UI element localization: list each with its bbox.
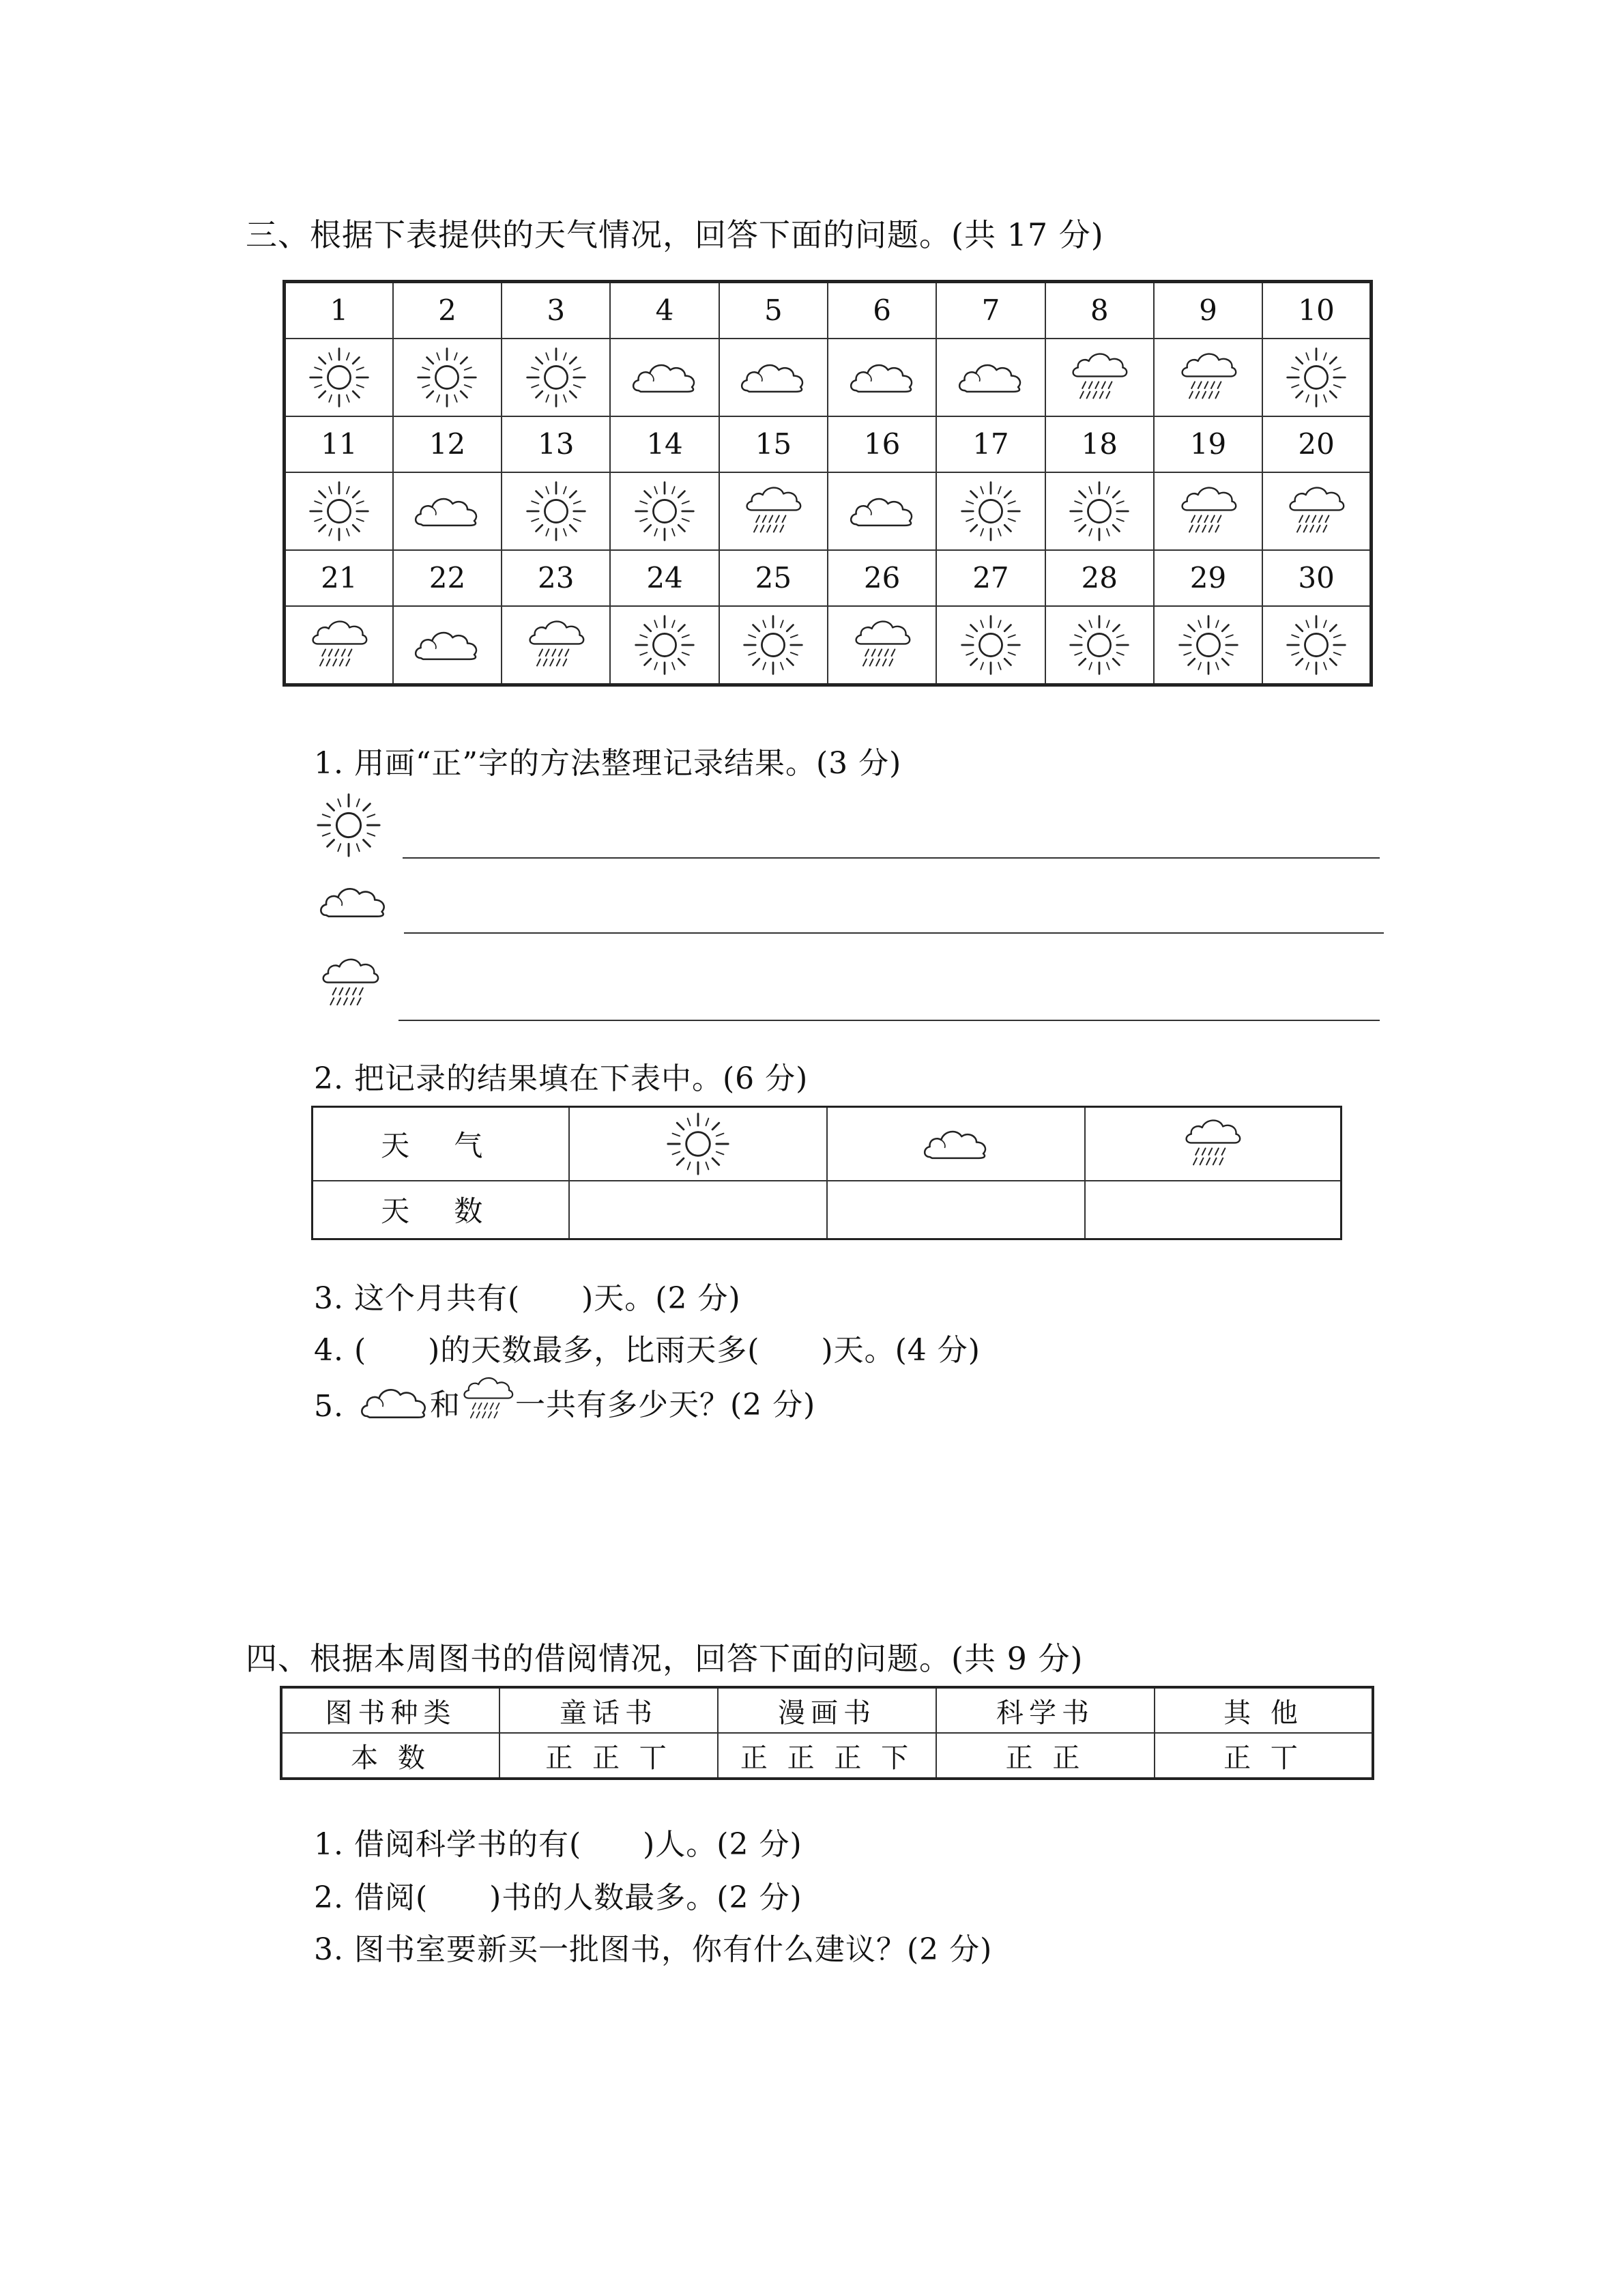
calendar-day-weather [1154, 472, 1262, 550]
count-table-sun [569, 1107, 827, 1181]
question-3-5-and: 和 [429, 1388, 461, 1422]
calendar-day-weather [285, 606, 393, 685]
sun-icon [1068, 614, 1131, 676]
rain-icon [526, 618, 586, 672]
count-table-row1-label: 天 气 [313, 1107, 569, 1181]
book-table-count-cell: 正 正 [936, 1733, 1155, 1779]
calendar-day-weather [936, 606, 1045, 685]
book-table-header-cell: 其 他 [1155, 1687, 1373, 1733]
sun-icon [525, 346, 588, 409]
calendar-day-number: 8 [1045, 282, 1154, 339]
cloud-icon [848, 357, 916, 398]
rain-icon [743, 484, 803, 539]
count-table-row2-label: 天 数 [313, 1181, 569, 1239]
calendar-day-weather [719, 472, 828, 550]
calendar-day-weather [936, 339, 1045, 416]
calendar-day-weather [393, 472, 502, 550]
calendar-day-weather [936, 472, 1045, 550]
rain-icon [1178, 484, 1238, 539]
calendar-day-number: 21 [285, 550, 393, 606]
sun-icon [525, 480, 588, 543]
sun-icon [959, 614, 1022, 676]
calendar-day-weather [1262, 606, 1371, 685]
book-table-count-cell: 正 正 丅 [499, 1733, 718, 1779]
calendar-day-number: 4 [610, 282, 719, 339]
calendar-day-number: 23 [502, 550, 610, 606]
sun-icon [742, 614, 804, 676]
book-table-header-cell: 童话书 [499, 1687, 718, 1733]
calendar-day-number: 2 [393, 282, 502, 339]
calendar-day-number: 5 [719, 282, 828, 339]
cloud-icon [922, 1123, 990, 1164]
weather-calendar [282, 280, 1373, 687]
calendar-day-weather [1154, 606, 1262, 685]
calendar-day-weather [828, 472, 936, 550]
cloud-icon [848, 491, 916, 532]
calendar-day-weather [719, 606, 828, 685]
count-table-sun-days[interactable] [569, 1181, 827, 1239]
calendar-day-weather [828, 339, 936, 416]
question-4-2: 2. 借阅( )书的人数最多。(2 分) [314, 1880, 802, 1915]
book-table-count-cell: 正 丅 [1155, 1733, 1373, 1779]
book-table-header-cell: 科学书 [936, 1687, 1155, 1733]
sun-icon [308, 346, 371, 409]
calendar-day-weather [1154, 339, 1262, 416]
book-borrowing-table [280, 1686, 1374, 1780]
book-table-header-cell: 图书种类 [281, 1687, 499, 1733]
calendar-day-number: 27 [936, 550, 1045, 606]
calendar-day-weather [285, 339, 393, 416]
question-3-5 [314, 1375, 815, 1424]
tally-line-sun[interactable] [403, 857, 1380, 859]
sun-icon [1177, 614, 1240, 676]
question-3-3: 3. 这个月共有( )天。(2 分) [314, 1281, 741, 1316]
calendar-day-number: 16 [828, 416, 936, 472]
rain-icon [309, 618, 369, 672]
calendar-day-number: 1 [285, 282, 393, 339]
question-3-4: 4. ( )的天数最多，比雨天多( )天。(4 分) [314, 1333, 981, 1368]
calendar-day-weather [393, 606, 502, 685]
calendar-day-number: 25 [719, 550, 828, 606]
section3-title: 三、根据下表提供的天气情况，回答下面的问题。(共 17 分) [246, 216, 1104, 253]
calendar-day-weather [610, 472, 719, 550]
question-3-1: 1. 用画“正”字的方法整理记录结果。(3 分) [314, 746, 902, 781]
section4-title: 四、根据本周图书的借阅情况，回答下面的问题。(共 9 分) [246, 1640, 1084, 1677]
rain-icon [1286, 484, 1346, 539]
calendar-day-number: 12 [393, 416, 502, 472]
calendar-day-weather [1262, 472, 1371, 550]
sun-icon [1285, 614, 1348, 676]
sun-icon [308, 480, 371, 543]
sun-icon [315, 792, 382, 859]
book-table-count-cell: 本 数 [281, 1733, 499, 1779]
calendar-day-number: 29 [1154, 550, 1262, 606]
calendar-day-number: 18 [1045, 416, 1154, 472]
calendar-day-number: 6 [828, 282, 936, 339]
calendar-day-number: 15 [719, 416, 828, 472]
sun-icon [665, 1111, 731, 1177]
question-4-3: 3. 图书室要新买一批图书，你有什么建议？(2 分) [314, 1932, 993, 1967]
calendar-day-number: 9 [1154, 282, 1262, 339]
cloud-icon [318, 880, 389, 923]
calendar-day-weather [1262, 339, 1371, 416]
sun-icon [633, 480, 696, 543]
calendar-day-number: 3 [502, 282, 610, 339]
calendar-day-weather [502, 606, 610, 685]
count-table-cloud [827, 1107, 1085, 1181]
calendar-day-weather [610, 606, 719, 685]
calendar-day-number: 14 [610, 416, 719, 472]
question-3-5-text: 一共有多少天？(2 分) [514, 1388, 816, 1422]
sun-icon [416, 346, 478, 409]
question-3-5-number: 5. [314, 1389, 344, 1424]
calendar-day-number: 10 [1262, 282, 1371, 339]
tally-line-cloud[interactable] [404, 932, 1384, 934]
calendar-day-number: 26 [828, 550, 936, 606]
calendar-day-weather [502, 339, 610, 416]
sun-icon [633, 614, 696, 676]
rain-icon [1183, 1117, 1243, 1171]
rain-icon [319, 956, 381, 1011]
calendar-day-weather [828, 606, 936, 685]
rain-icon [1069, 350, 1129, 405]
calendar-day-weather [393, 339, 502, 416]
calendar-day-weather [1045, 606, 1154, 685]
count-table-rain-days[interactable] [1085, 1181, 1342, 1239]
sun-icon [959, 480, 1022, 543]
count-table-rain [1085, 1107, 1342, 1181]
calendar-day-number: 13 [502, 416, 610, 472]
calendar-day-weather [1045, 339, 1154, 416]
cloud-icon [359, 1381, 430, 1424]
calendar-day-weather [502, 472, 610, 550]
sun-icon [1285, 346, 1348, 409]
calendar-day-number: 11 [285, 416, 393, 472]
tally-line-rain[interactable] [398, 1020, 1380, 1021]
calendar-day-number: 30 [1262, 550, 1371, 606]
book-table-header-cell: 漫画书 [718, 1687, 936, 1733]
rain-icon [852, 618, 912, 672]
calendar-day-weather [285, 472, 393, 550]
question-4-1: 1. 借阅科学书的有( )人。(2 分) [314, 1827, 802, 1862]
count-table-cloud-days[interactable] [827, 1181, 1085, 1239]
cloud-icon [630, 357, 699, 398]
calendar-day-number: 24 [610, 550, 719, 606]
calendar-day-number: 17 [936, 416, 1045, 472]
question-3-2: 2. 把记录的结果填在下表中。(6 分) [314, 1061, 809, 1096]
calendar-day-number: 7 [936, 282, 1045, 339]
rain-icon [461, 1375, 515, 1424]
sun-icon [1068, 480, 1131, 543]
rain-icon [1178, 350, 1238, 405]
book-table-count-cell: 正 正 正 下 [718, 1733, 936, 1779]
calendar-day-weather [1045, 472, 1154, 550]
cloud-icon [413, 491, 481, 532]
calendar-day-weather [719, 339, 828, 416]
calendar-day-number: 22 [393, 550, 502, 606]
calendar-day-weather [610, 339, 719, 416]
weather-count-table [311, 1106, 1342, 1240]
calendar-day-number: 19 [1154, 416, 1262, 472]
calendar-day-number: 20 [1262, 416, 1371, 472]
cloud-icon [739, 357, 807, 398]
cloud-icon [413, 625, 481, 665]
calendar-day-number: 28 [1045, 550, 1154, 606]
cloud-icon [957, 357, 1025, 398]
